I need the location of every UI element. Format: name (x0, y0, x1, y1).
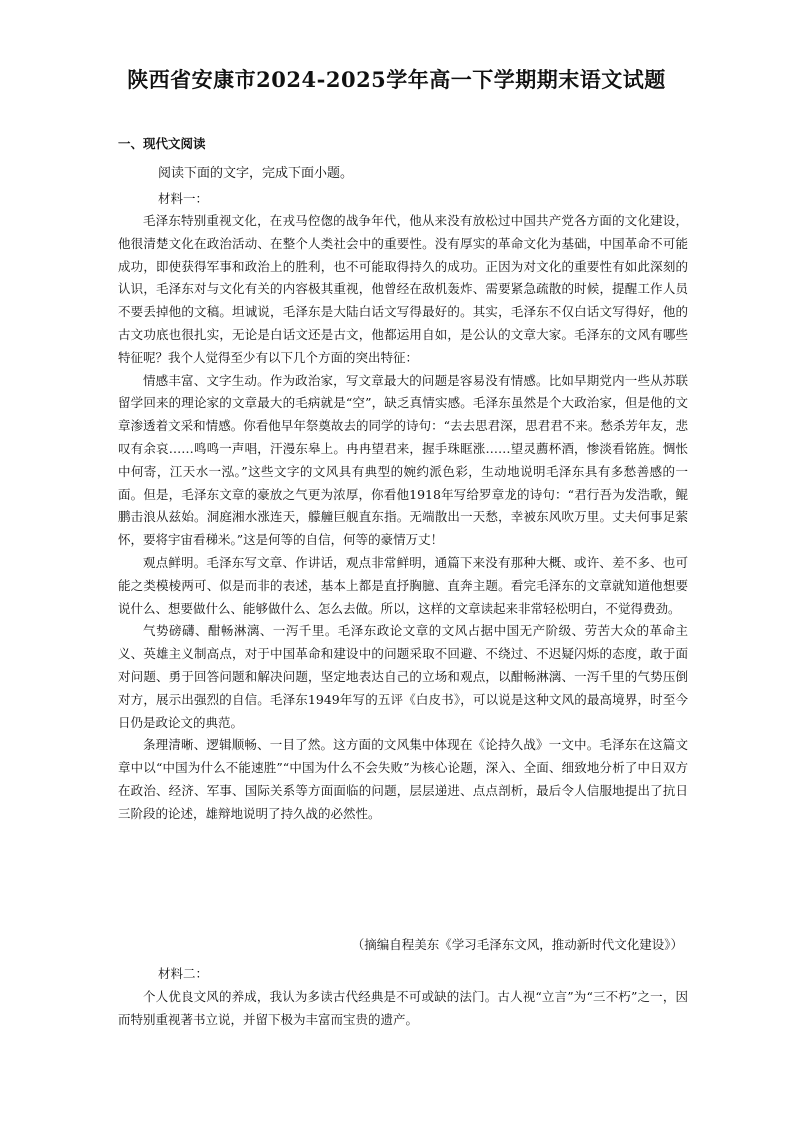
material1-label: 材料一： (158, 191, 209, 206)
material1-paragraph: 情感丰富、文字生动。作为政治家，写文章最大的问题是容易没有情感。比如早期党内一些从苏联留学回来的理论家的文章最大的毛病就是“空”，缺乏真情实感。毛泽东虽然是个大政治家，但是他的文章渗透着文采和情感。你看他早年祭奠故去的同学的诗句：“去去思君深，思君君不来。愁杀芳年友，悲叹有余哀……鸣鸣一声唱，汗漫东皋上。冉冉望君来，握手珠眶涨……望灵薦杯酒，惨淡看铭旌。惆怅中何寄，江天水一泓。”这些文字的文风具有典型的婉约派色彩，生动地说明毛泽东具有多愁善感的一面。但是，毛泽东文章的豪放之气更为浓厚，你看他1918年写给罗章龙的诗句：“君行吾为发浩歌，鲲鹏击浪从兹始。洞庭湘水涨连天，艨艟巨舰直东指。无端散出一天愁，幸被东风吹万里。丈夫何事足萦怀，要将宇宙看稊米。”这是何等的自信，何等的豪情万丈！ (118, 372, 688, 548)
material1-body (118, 210, 688, 826)
section-heading: 一、现代文阅读 (118, 136, 206, 151)
material1-paragraph: 气势磅礴、酣畅淋漓、一泻千里。毛泽东政论文章的文风占据中国无产阶级、劳苦大众的革命主义、英雄主义制高点，对于中国革命和建设中的问题采取不回避、不绕过、不迟疑闪烁的态度，敢于面对问题、勇于回答问题和解决问题，坚定地表达自己的立场和观点，以酣畅淋漓、一泻千里的气势压倒对方，展示出强烈的自信。毛泽东1949年写的五评《白皮书》，可以说是这种文风的最高境界，时至今日仍是政论文的典范。 (118, 623, 688, 730)
material1-paragraph: 毛泽东特别重视文化，在戎马倥偬的战争年代，他从来没有放松过中国共产党各方面的文化建设，他很清楚文化在政治活动、在整个人类社会中的重要性。没有厚实的革命文化为基础，中国革命不可能成功，即使获得军事和政治上的胜利，也不可能取得持久的成功。正因为对文化的重要性有如此深刻的认识，毛泽东对与文化有关的内容极其重视，他曾经在敌机轰炸、需要紧急疏散的时候，提醒工作人员不要丢掉他的文稿。坦诚说，毛泽东是大陆白话文写得最好的。其实，毛泽东不仅白话文写得好，他的古文功底也很扎实，无论是白话文还是古文，他都运用自如，是公认的文章大家。毛泽东的文风有哪些特征呢？我个人觉得至少有以下几个方面的突出特征： (118, 213, 688, 365)
material1-paragraph: 条理清晰、逻辑顺畅、一目了然。这方面的文风集中体现在《论持久战》一文中。毛泽东在这篇文章中以“中国为什么不能速胜”“中国为什么不会失败”为核心论题，深入、全面、细致地分析了中日双方在政治、经济、军事、国际关系等方面面临的问题，层层递进、点点剖析，最后令人信服地提出了抗日三阶段的论述，雄辩地说明了持久战的必然性。 (118, 737, 688, 821)
document-title: 陕西省安康市2024-2025学年高一下学期期末语文试题 (127, 67, 666, 92)
material1-source: （摘编自程美东《学习毛泽东文风，推动新时代文化建设》） (351, 937, 683, 952)
material2-paragraph: 个人优良文风的养成，我认为多读古代经典是不可或缺的法门。古人视“立言”为“三不朽”之一，因而特别重视著书立说，并留下极为丰富而宝贵的遗产。 (118, 989, 688, 1027)
material2-body (118, 986, 688, 1032)
material1-paragraph: 观点鲜明。毛泽东写文章、作讲话，观点非常鲜明，通篇下来没有那种大概、或许、差不多、也可能之类模棱两可、似是而非的表述，基本上都是直抒胸臆、直奔主题。看完毛泽东的文章就知道他想要说什么、想要做什么、能够做什么、怎么去做。所以，这样的文章读起来非常轻松明白，不觉得费劲。 (118, 554, 688, 616)
instruction-text: 阅读下面的文字，完成下面小题。 (158, 166, 354, 181)
material2-label: 材料二： (158, 966, 209, 981)
